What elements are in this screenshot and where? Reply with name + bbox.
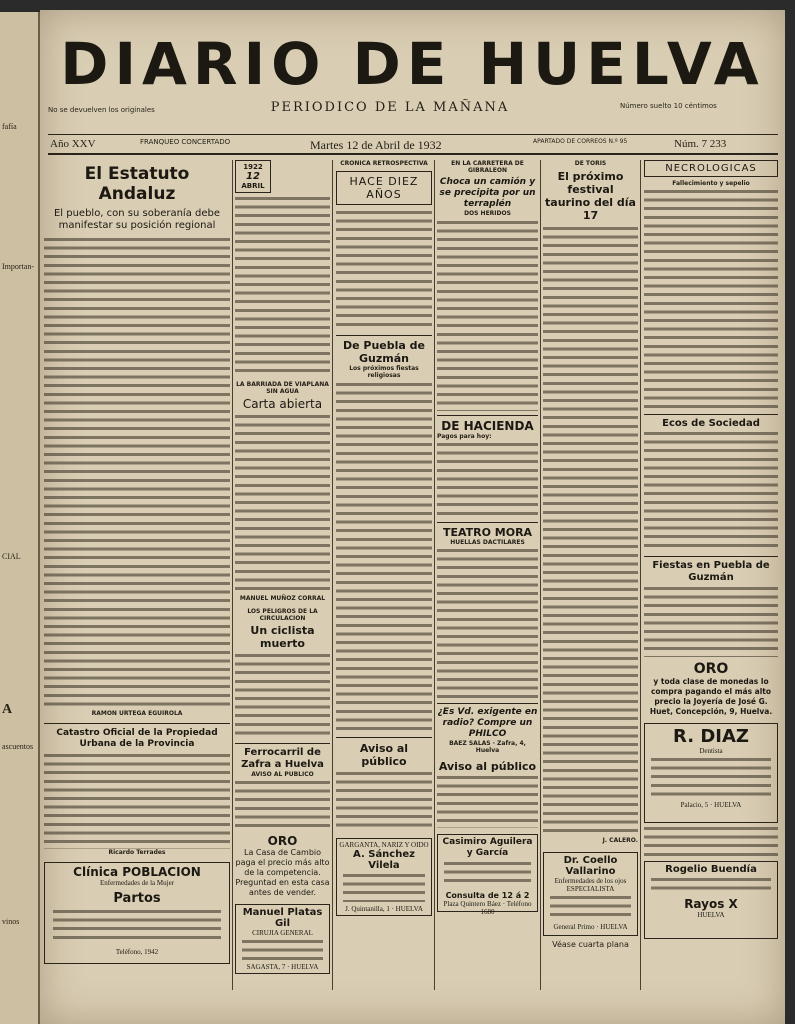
ad-manuel-platas — [235, 904, 330, 974]
column-rule — [640, 160, 641, 990]
ad-subtitle: CIRUJIA GENERAL — [252, 929, 313, 937]
ad-address: J. Quintanilla, 1 · HUELVA — [345, 905, 423, 913]
ad-subtitle: GARGANTA, NARIZ Y OIDO — [339, 841, 429, 849]
ad-subtitle: Enfermedades de la Mujer — [99, 879, 175, 887]
body-text — [543, 227, 638, 837]
date-box — [235, 160, 271, 193]
kicker: CRONICA RETROSPECTIVA — [340, 160, 428, 167]
article-estatuto — [44, 160, 230, 990]
ad-coello-vallarino — [543, 852, 638, 936]
issue-year: Año XXV — [50, 138, 96, 150]
kicker: LOS PELIGROS DE LA CIRCULACION — [247, 608, 318, 622]
divider — [48, 134, 778, 135]
ad-address: Palacio, 5 · HUELVA — [680, 801, 742, 809]
body-text — [44, 238, 230, 708]
left-fragment: A — [2, 702, 13, 717]
headline: Catastro Oficial de la Propiedad Urbana de la Provincia — [56, 728, 218, 749]
body-text — [437, 443, 538, 518]
body-text — [336, 772, 432, 832]
body-text — [235, 415, 330, 595]
ad-phone: Plaza Quintero Báez · Teléfono 1680 — [443, 900, 532, 916]
left-fragment: Importan- — [2, 262, 34, 271]
headline: De Puebla de Guzmán — [342, 339, 425, 365]
ad-text — [651, 758, 771, 798]
headline: ORO — [267, 834, 298, 848]
headline: HACE DIEZ AÑOS — [336, 171, 432, 205]
left-fragment: ascuentos — [2, 742, 34, 751]
byline: MANUEL MUÑOZ CORRAL — [239, 595, 326, 602]
ad-subtitle: Consulta de 12 á 2 — [445, 891, 530, 900]
issue-number: Núm. 7 233 — [674, 138, 727, 150]
headline: Choca un camión y se precipita por un terraplén — [439, 177, 536, 209]
ad-subtitle: Enfermedades de los ojos ESPECIALISTA — [554, 877, 627, 893]
ad-subtitle: Rayos X — [684, 897, 738, 911]
kicker: EN LA CARRETERA DE GIBRALEON — [451, 160, 524, 174]
column-rule — [434, 160, 435, 990]
body-text — [644, 587, 778, 657]
masthead-title: DIARIO DE HUELVA — [60, 30, 765, 98]
masthead-subtitle: PERIODICO DE LA MAÑANA — [270, 100, 510, 115]
ad-title: R. DIAZ — [673, 726, 749, 747]
body-text — [336, 383, 432, 733]
column-g — [644, 160, 778, 990]
headline: NECROLOGICAS — [644, 160, 778, 177]
ad-text — [651, 878, 771, 894]
body-text — [336, 211, 432, 331]
kicker: Los próximos fiestas religiosas — [349, 365, 419, 379]
ad-subtitle: Dentista — [699, 747, 723, 755]
headline: El Estatuto Andaluz — [84, 164, 190, 204]
headline: TEATRO MORA — [442, 526, 533, 539]
date-year: 1922 — [243, 163, 263, 171]
kicker: BAEZ SALAS · Zafra, 4, Huelva — [449, 740, 526, 754]
kicker: Fallecimiento y sepelio — [672, 180, 750, 187]
body-text — [437, 776, 538, 828]
ad-text: y toda clase de monedas lo compra pagando el más alto precio la Joyería de José G. Huet, Concepción, 9, Huelva. — [649, 677, 773, 716]
byline: RAMON URTEGA EGUIROLA — [91, 710, 183, 717]
ad-title: Manuel Platas Gil — [242, 907, 323, 929]
column-e — [437, 160, 538, 990]
column-f — [543, 160, 638, 990]
body-text — [44, 754, 230, 849]
headline: Aviso al público — [359, 742, 409, 768]
ad-title: Casimiro Aguilera y García — [442, 837, 533, 858]
ad-casimiro-aguilera — [437, 834, 538, 916]
body-text — [235, 197, 330, 377]
ad-r-diaz — [644, 723, 778, 823]
body-text — [644, 190, 778, 410]
ad-rogelio-buendia — [644, 861, 778, 939]
column-d — [336, 160, 432, 990]
ad-text — [343, 874, 425, 902]
body-text — [644, 827, 778, 857]
headline: Un ciclista muerto — [250, 624, 315, 650]
adjacent-page-edge — [0, 12, 40, 1024]
subheadline: El pueblo, con su soberanía debe manifestar su posición regional — [53, 208, 221, 231]
postage-note: FRANQUEO CONCERTADO — [140, 138, 231, 146]
ad-title: A. Sánchez Vilela — [353, 849, 415, 871]
headline: Ecos de Sociedad — [662, 418, 760, 429]
ad-clinica-poblacion — [44, 862, 230, 964]
byline: J. CALERO. — [602, 837, 638, 844]
byline: Ricardo Terrades — [108, 849, 166, 856]
column-rule — [540, 160, 541, 990]
headline: Fiestas en Puebla de Guzmán — [652, 560, 770, 583]
ad-title: Rogelio Buendía — [665, 864, 757, 875]
ad-address: HUELVA — [697, 911, 725, 919]
ad-title: Dr. Coello Vallarino — [563, 855, 618, 877]
divider — [48, 153, 778, 155]
left-fragment: fafía — [2, 122, 17, 131]
kicker: AVISO AL PUBLICO — [251, 771, 314, 778]
headline: ¿Es Vd. exigente en radio? Compre un PHILCO — [437, 707, 538, 739]
continuation-note: Véase cuarta plana — [552, 940, 629, 949]
ad-text — [550, 896, 631, 920]
masthead-note-right: Número suelto 10 céntimos — [620, 102, 717, 110]
ad-text — [53, 910, 221, 944]
date-day: 12 — [246, 171, 260, 182]
issue-date: Martes 12 de Abril de 1932 — [310, 138, 442, 152]
headline: Carta abierta — [242, 397, 323, 411]
kicker: HUELLAS DACTILARES — [450, 539, 525, 546]
kicker: Pagos para hoy: — [437, 433, 492, 440]
kicker: DOS HERIDOS — [464, 210, 511, 217]
ad-text — [444, 862, 531, 888]
ad-sanchez-vilela — [336, 838, 432, 916]
headline: DE HACIENDA — [441, 419, 534, 433]
ad-phone: Teléfono, 1942 — [115, 948, 159, 956]
left-fragment: CIAL — [2, 552, 21, 561]
headline: ORO — [693, 661, 729, 677]
headline: Aviso al público — [438, 760, 537, 773]
body-text — [235, 654, 330, 739]
ad-address: General Primo · HUELVA — [553, 923, 628, 931]
ad-text — [242, 940, 323, 960]
column-rule — [232, 160, 233, 990]
headline: Ferrocarril de Zafra a Huelva — [241, 747, 324, 770]
ad-title: Partos — [113, 891, 161, 906]
body-text — [437, 549, 538, 699]
ad-text: La Casa de Cambio paga el precio más alto de la competencia. Preguntad en esta casa antes de vender. — [235, 848, 330, 897]
po-box: APARTADO DE CORREOS N.º 95 — [533, 138, 628, 145]
newspaper-page — [40, 10, 785, 1024]
kicker: DE TORIS — [574, 160, 607, 167]
kicker: LA BARRIADA DE VIAPLANA SIN AGUA — [236, 381, 329, 395]
headline: El próximo festival taurino del día 17 — [545, 170, 636, 222]
column-rule — [332, 160, 333, 990]
left-fragment: vinos — [2, 917, 20, 926]
body-text — [437, 221, 538, 411]
body-text — [235, 781, 330, 831]
ad-address: SAGASTA, 7 · HUELVA — [246, 963, 319, 971]
ad-title: Clínica POBLACION — [73, 865, 201, 879]
masthead-note-left: No se devuelven los originales — [48, 106, 155, 114]
body-text — [644, 432, 778, 552]
column-c — [235, 160, 330, 990]
date-month: ABRIL — [241, 182, 265, 190]
